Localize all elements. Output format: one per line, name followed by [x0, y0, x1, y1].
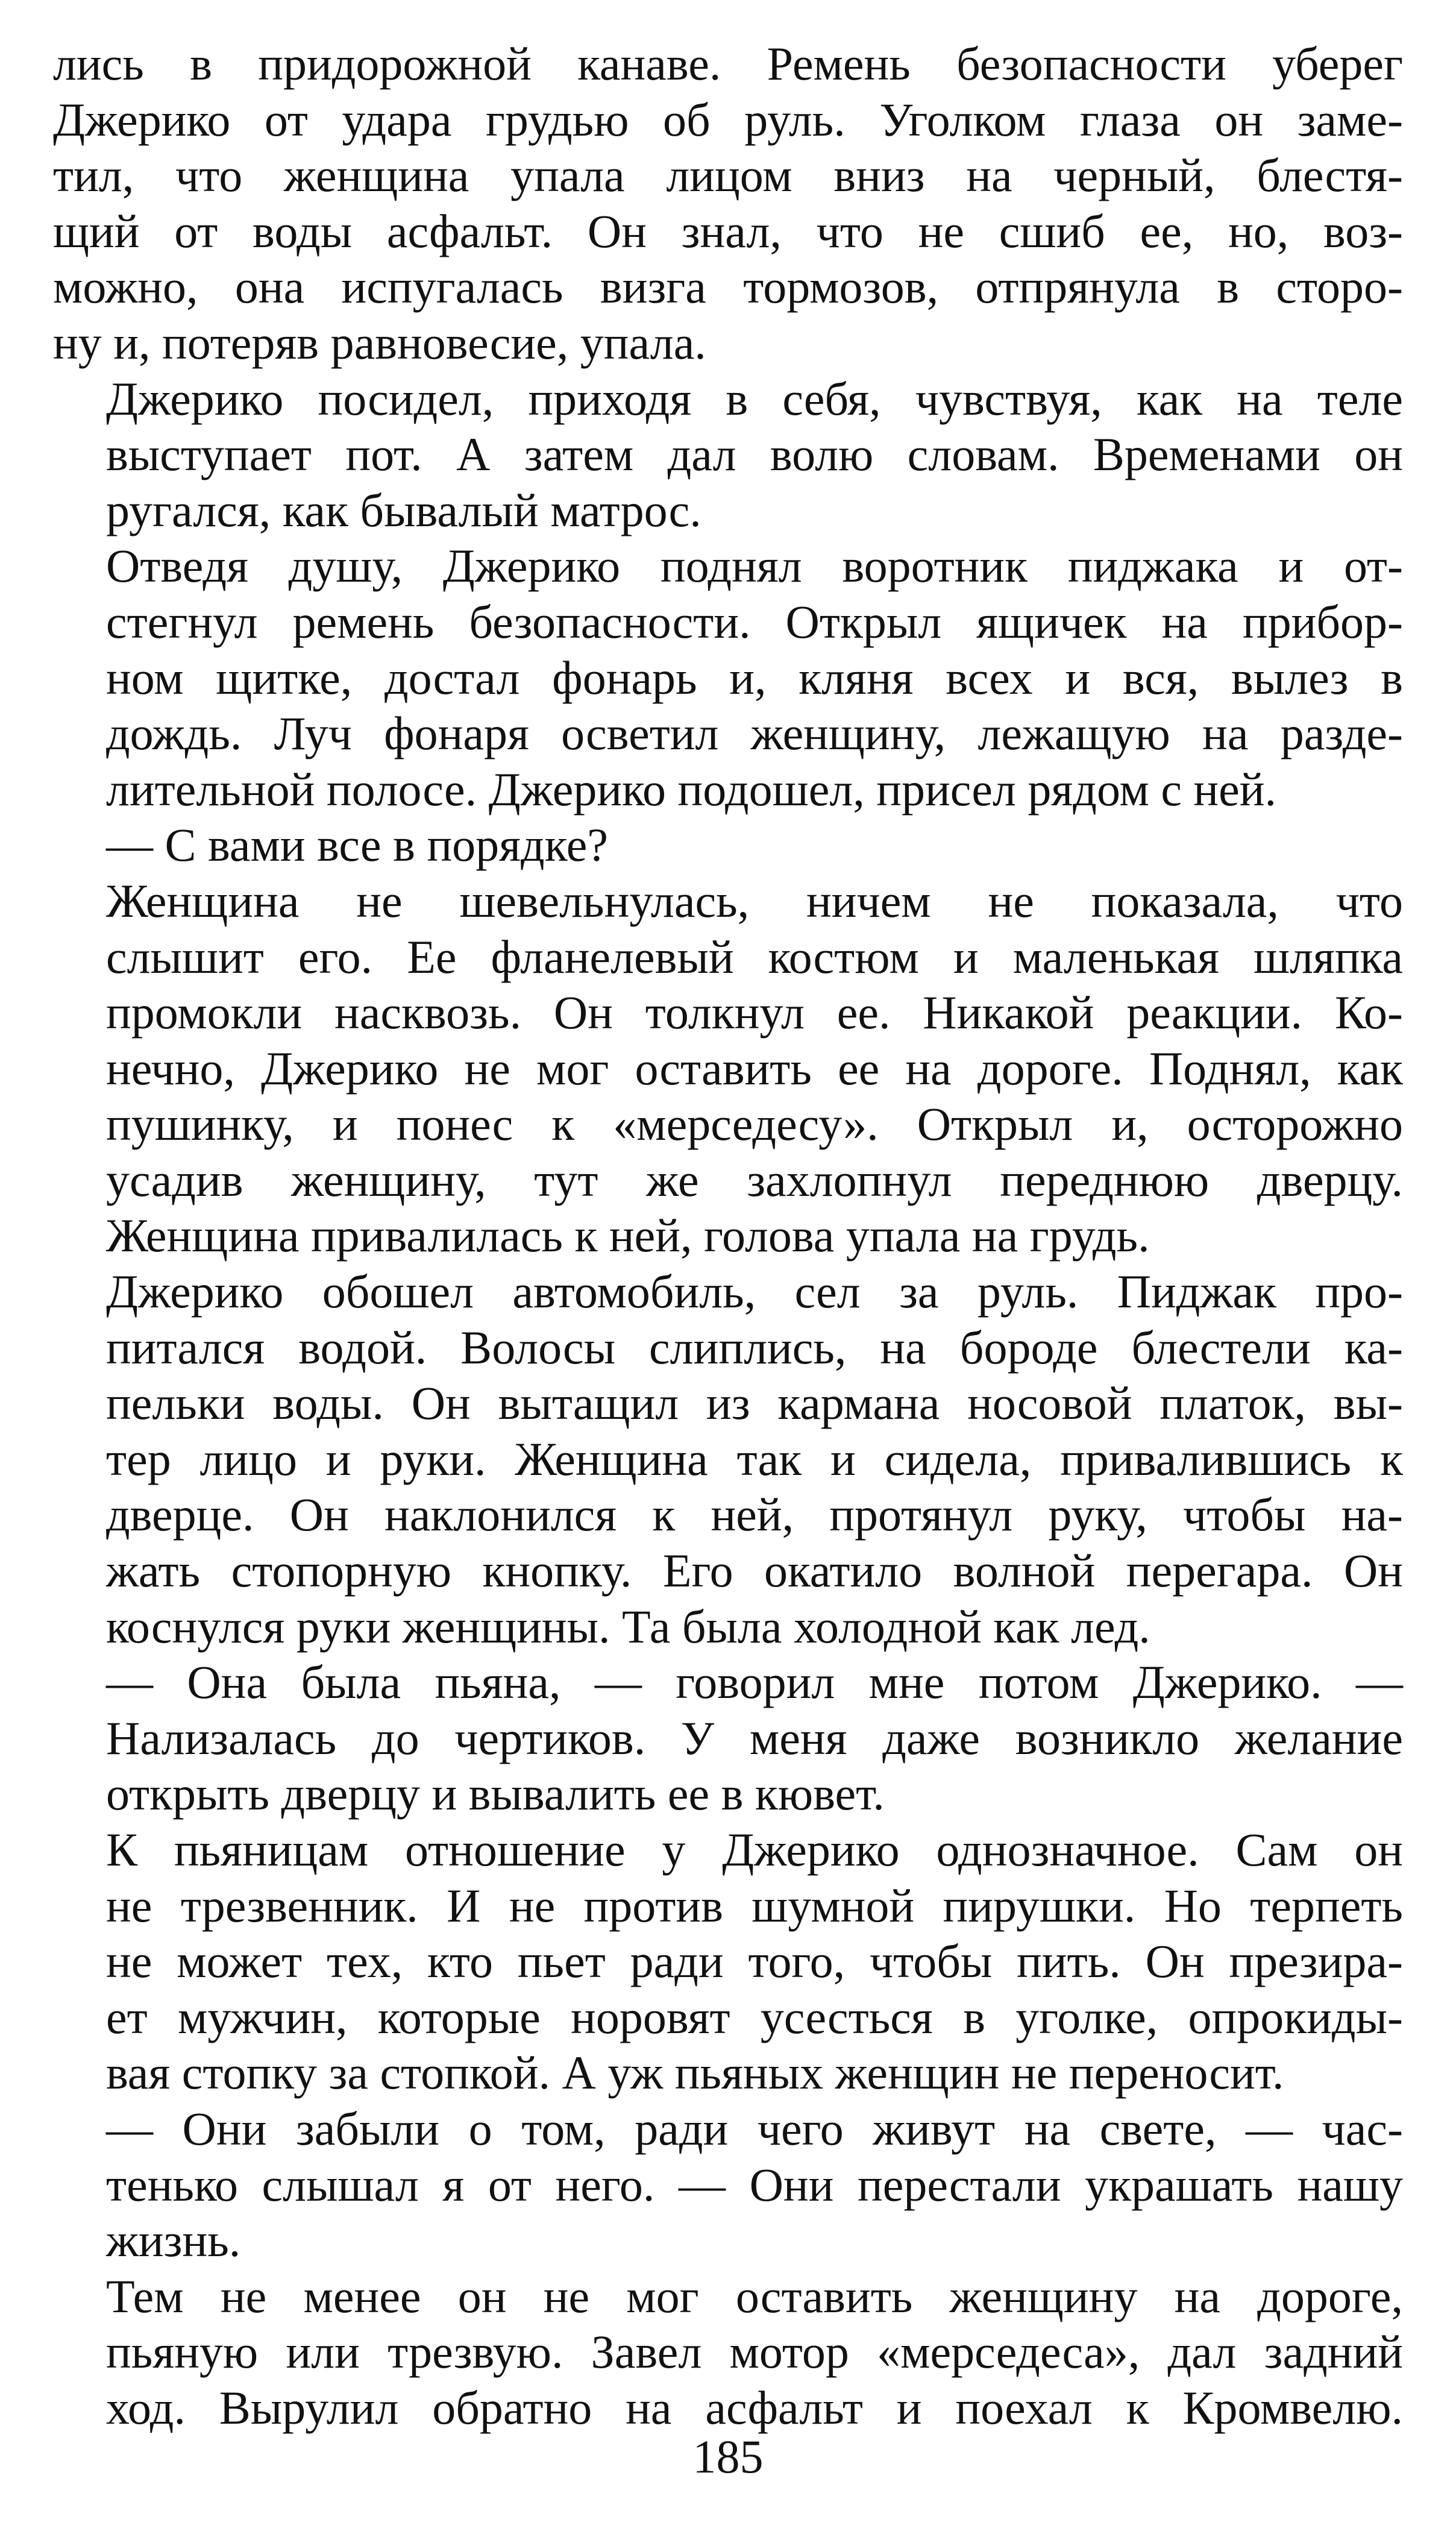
paragraph	[53, 2101, 1403, 2269]
text-line: ругался, как бывалый матрос.	[106, 483, 701, 536]
text-line: — Они забыли о том, ради чего живут на свете, — час-	[106, 2102, 1403, 2155]
text-line: ет мужчин, которые норовят усесться в уголке, опрокиды-	[106, 1990, 1403, 2043]
paragraph	[53, 1822, 1403, 2101]
text-line: усадив женщину, тут же захлопнул переднюю дверцу.	[106, 1153, 1403, 1206]
text-line: вая стопку за стопкой. А уж пьяных женщин не переносит.	[106, 2046, 1284, 2099]
text-line: тенько слышал я от него. — Они перестали украшать нашу	[106, 2158, 1403, 2211]
text-line: открыть дверцу и вывалить ее в кювет.	[106, 1767, 885, 1820]
text-line: пьяную или трезвую. Завел мотор «мерседеса», дал задний	[106, 2325, 1403, 2378]
text-line: стегнул ремень безопасности. Открыл ящичек на прибор-	[106, 595, 1403, 648]
text-line: дождь. Луч фонаря осветил женщину, лежащую на разде-	[106, 707, 1403, 760]
text-line: К пьяницам отношение у Джерико однозначное. Сам он	[106, 1823, 1403, 1876]
text-line: Нализалась до чертиков. У меня даже возникло желание	[106, 1711, 1403, 1764]
text-line: можно, она испугалась визга тормозов, отпрянула в сторо-	[53, 260, 1403, 313]
text-line: дверце. Он наклонился к ней, протянул руку, чтобы на-	[106, 1488, 1403, 1541]
paragraph	[53, 371, 1403, 539]
text-line: нечно, Джерико не мог оставить ее на дороге. Поднял, как	[106, 1042, 1403, 1095]
text-line: лись в придорожной канаве. Ремень безопасности уберег	[53, 37, 1403, 90]
text-line: тил, что женщина упала лицом вниз на черный, блестя-	[53, 149, 1403, 202]
paragraph	[53, 1655, 1403, 1822]
text-line: пушинку, и понес к «мерседесу». Открыл и, осторожно	[106, 1098, 1403, 1151]
text-line: питался водой. Волосы слиплись, на бороде блестели ка-	[106, 1321, 1403, 1374]
text-line: — С вами все в порядке?	[106, 819, 608, 872]
text-line: жать стопорную кнопку. Его окатило волной перегара. Он	[106, 1544, 1403, 1597]
text-line: не трезвенник. И не против шумной пирушки. Но терпеть	[106, 1879, 1403, 1932]
text-line: коснулся руки женщины. Та была холодной как лед.	[106, 1600, 1150, 1653]
paragraph	[53, 817, 1403, 873]
text-line: щий от воды асфальт. Он знал, что не сшиб ее, но, воз-	[53, 204, 1403, 257]
text-line: выступает пот. А затем дал волю словам. Временами он	[106, 428, 1403, 481]
text-line: тер лицо и руки. Женщина так и сидела, привалившись к	[106, 1432, 1403, 1485]
text-line: промокли насквозь. Он толкнул ее. Никакой реакции. Ко-	[106, 986, 1403, 1039]
text-line: Джерико от удара грудью об руль. Уголком глаза он заме-	[53, 93, 1403, 146]
text-line: Джерико посидел, приходя в себя, чувствуя, как на теле	[106, 372, 1403, 425]
text-line: ном щитке, достал фонарь и, кляня всех и вся, вылез в	[106, 651, 1403, 704]
body-text	[53, 36, 1403, 2436]
text-line: лительной полосе. Джерико подошел, присел рядом с ней.	[106, 762, 1277, 816]
text-line: Тем не менее он не мог оставить женщину на дороге,	[106, 2269, 1403, 2322]
paragraph	[53, 538, 1403, 817]
text-line: слышит его. Ее фланелевый костюм и маленькая шляпка	[106, 930, 1403, 983]
paragraph	[53, 36, 1403, 371]
text-line: Женщина привалилась к ней, голова упала на грудь.	[106, 1209, 1150, 1262]
text-line: Женщина не шевельнулась, ничем не показала, что	[106, 874, 1403, 927]
text-line: Джерико обошел автомобиль, сел за руль. Пиджак про-	[106, 1265, 1403, 1318]
text-line: — Она была пьяна, — говорил мне потом Джерико. —	[106, 1656, 1403, 1709]
paragraph	[53, 2269, 1403, 2436]
text-line: не может тех, кто пьет ради того, чтобы пить. Он презира-	[106, 1935, 1403, 1988]
text-line: жизнь.	[106, 2214, 241, 2267]
page-number: 185	[692, 2430, 764, 2483]
text-line: ход. Вырулил обратно на асфальт и поехал к Кромвелю.	[106, 2381, 1403, 2434]
text-line: ну и, потеряв равновесие, упала.	[53, 316, 706, 369]
text-line: Отведя душу, Джерико поднял воротник пиджака и от-	[106, 539, 1403, 593]
paragraph	[53, 1264, 1403, 1655]
text-line: пельки воды. Он вытащил из кармана носовой платок, вы-	[106, 1377, 1403, 1430]
paragraph	[53, 873, 1403, 1264]
